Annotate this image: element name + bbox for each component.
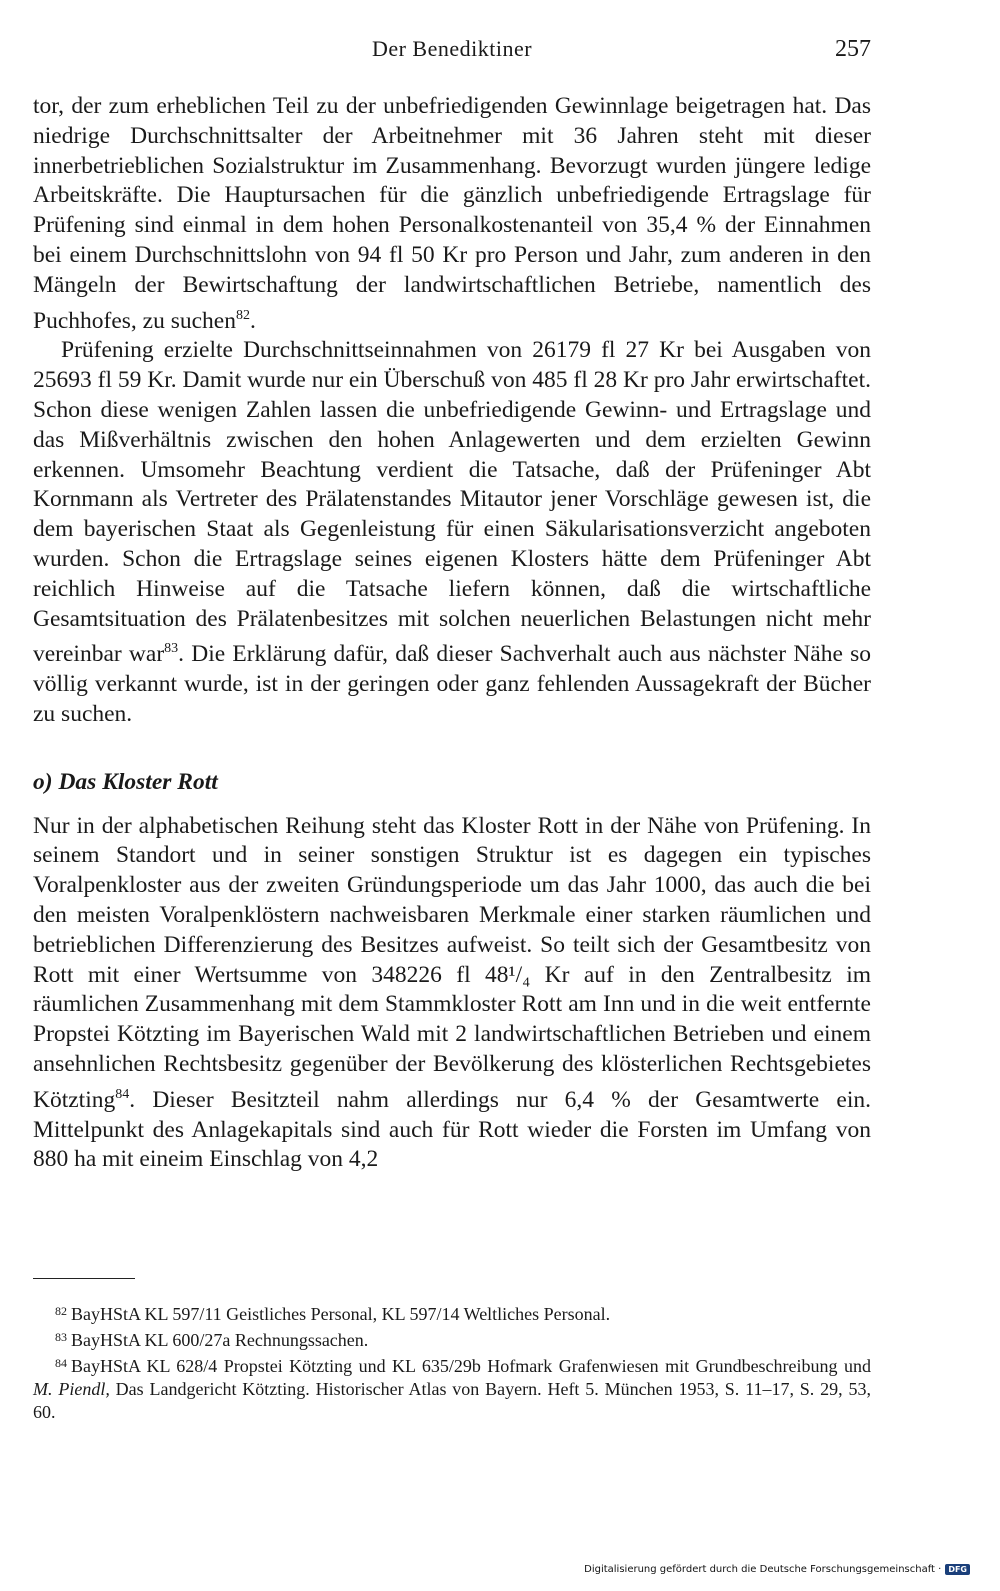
- paragraph: [33, 92, 871, 336]
- footnotes: [33, 1300, 871, 1424]
- footnote-divider: [33, 1278, 135, 1279]
- credit-text: Digitalisierung gefördert durch die Deutsche Forschungsgemeinschaft ·: [584, 1564, 942, 1575]
- footnote-text: BayHStA KL 597/11 Geistliches Personal, KL 597/14 Weltliches Personal.: [71, 1304, 611, 1324]
- footnote-reference: 84: [115, 1086, 130, 1102]
- running-title: Der Benediktiner: [371, 36, 533, 61]
- footnote: [33, 1326, 871, 1352]
- footnote-number: 83: [55, 1330, 67, 1344]
- paragraph: [33, 812, 871, 1176]
- footnote: [33, 1352, 871, 1424]
- paragraph-text: tor, der zum erheblichen Teil zu der unbefriedigenden Gewinnlage beigetragen hat. Das niedrige Durchschnittsalter der Arbeitnehmer mit 36 Jahren steht mit dieser innerbetrieblichen Sozialstruktur im Zusammenhang. Bevorzugt wurden jüngere ledige Arbeitskräfte. Die Hauptursachen für die gänzlich unbefriedigende Ertragslage für Prüfening sind einmal in dem hohen Personalkostenanteil von 35,4 % der Einnahmen bei einem Durchschnittslohn von 94 fl 50 Kr pro Person und Jahr, zum anderen in den Mängeln der Bewirtschaftung der landwirtschaftlichen Betriebe, namentlich des Puchhofes, zu suchen: [33, 93, 871, 334]
- footnote-reference: 82: [235, 307, 250, 323]
- paragraph-text: . Dieser Besitzteil nahm allerdings nur 6,4 % der Gesamtwerte ein. Mittelpunkt des Anlagekapitals sind auch für Rott wieder die Forsten im Umfang von 880 ha mit eineim Einschlag von 4,2: [33, 1086, 871, 1173]
- footnote-author: M. Piendl,: [33, 1379, 110, 1399]
- footnote-reference: 83: [164, 641, 179, 657]
- paragraph-text: .: [249, 307, 256, 334]
- footnote-text: Das Landgericht Kötzting. Historischer Atlas von Bayern. Heft 5. München 1953, S. 11–17, S. 29, 53, 60.: [33, 1379, 871, 1422]
- running-head: [33, 36, 871, 72]
- footnote-number: 84: [55, 1356, 67, 1370]
- footnote-number: 82: [55, 1304, 67, 1318]
- paragraph-text: . Die Erklärung dafür, daß dieser Sachverhalt auch aus nächster Nähe so völlig verkannt wurde, ist in der geringen oder ganz fehlenden Aussagekraft der Bücher zu suchen.: [33, 641, 871, 727]
- paragraph-text: Nur in der alphabetischen Reihung steht das Kloster Rott in der Nähe von Prüfening. In seinem Standort und in seiner sonstigen Struktur ist es dagegen ein typisches Voralpenkloster aus der zweiten Gründungsperiode um das Jahr 1000, das auch die bei den meisten Voralpenklöstern nachweisbaren Merkmale einer starken räumlichen und betrieblichen Differenzierung des Besitzes aufweist. So teilt sich der Gesamtbesitz von Rott mit einer Wertsumme von 348226 fl 48¹/₄ Kr auf in den Zentralbesitz im räumlichen Zusammenhang mit dem Stammkloster Rott am Inn und in die weit entfernte Propstei Kötzting im Bayerischen Wald mit 2 landwirtschaftlichen Betrieben und einem ansehnlichen Rechtsbesitz gegenüber der Bevölkerung des klösterlichen Rechtsgebietes Kötzting: [33, 812, 871, 1113]
- paragraph-text: Prüfening erzielte Durchschnittseinnahmen von 26179 fl 27 Kr bei Ausgaben von 25693 fl 59 Kr. Damit wurde nur ein Überschuß von 485 fl 28 Kr pro Jahr erwirtschaftet. Schon diese wenigen Zahlen lassen die unbefriedigende Gewinn- und Ertragslage und das Mißverhältnis zwischen den hohen Anlagewerten und dem erzielten Gewinn erkennen. Umsomehr Beachtung verdient die Tatsache, daß der Prüfeninger Abt Kornmann als Vertreter des Prälatenstandes Mitautor jener Vorschläge gewesen ist, die dem bayerischen Staat als Gegenleistung für einen Säkularisationsverzicht angeboten wurden. Schon die Ertragslage seines eigenen Klosters hätte dem Prüfeninger Abt reichlich Hinweise auf die Tatsache liefern können, daß die wirtschaftliche Gesamtsituation des Prälatenbesitzes mit solchen neuerlichen Belastungen nicht mehr vereinbar war: [33, 337, 871, 668]
- footnote: [33, 1300, 871, 1326]
- footnote-text: BayHStA KL 600/27a Rechnungssachen.: [71, 1330, 369, 1350]
- page-number: 257: [835, 36, 871, 62]
- section-heading: o) Das Kloster Rott: [33, 768, 218, 795]
- dfg-logo-icon: DFG: [945, 1564, 970, 1575]
- paragraph: [33, 336, 871, 729]
- body-text: [33, 92, 871, 1175]
- footnote-text: BayHStA KL 628/4 Propstei Kötzting und KL 635/29b Hofmark Grafenwiesen mit Grundbeschreibung und: [71, 1356, 871, 1376]
- digitization-credit: [584, 1564, 970, 1575]
